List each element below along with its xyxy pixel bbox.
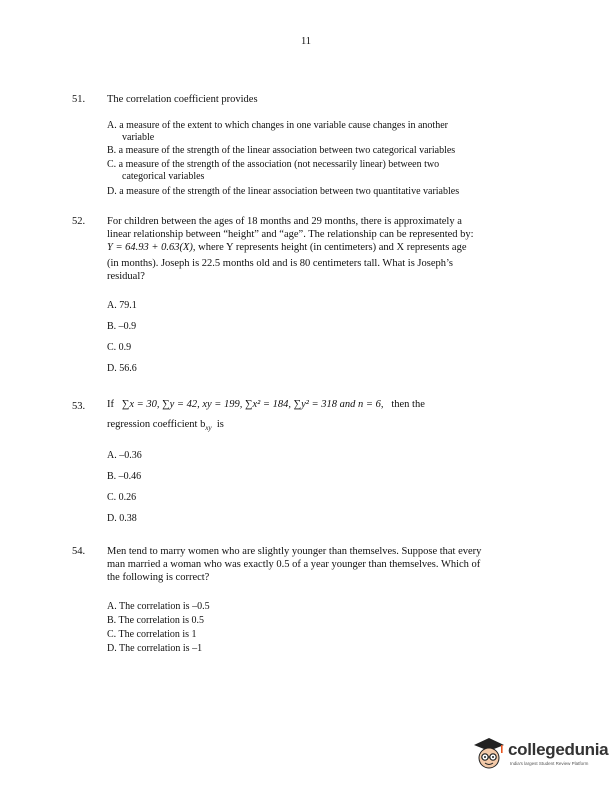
question-number: 54.: [72, 546, 86, 557]
question-stem-equation-line: [107, 242, 541, 254]
graduate-mascot-icon: [472, 736, 506, 770]
option-c: C. 0.26: [107, 492, 137, 503]
option-d: D. 56.6: [107, 363, 137, 374]
question-stem-then: then the: [391, 399, 425, 410]
question-stem-line: the following is correct?: [107, 572, 210, 583]
summation-statistics: ∑x = 30, ∑y = 42, xy = 199, ∑x² = 184, ∑y² = 318 and n = 6,: [121, 399, 384, 410]
option-a-continued: variable: [122, 132, 155, 143]
question-stem-line: For children between the ages of 18 months and 29 months, there is approximately a: [107, 216, 462, 227]
question-stem-line2: [107, 419, 541, 434]
regression-equation: Y = 64.93 + 0.63(X): [107, 242, 193, 253]
option-b: B. –0.46: [107, 471, 142, 482]
question-stem: The correlation coefficient provides: [107, 94, 258, 105]
regression-coefficient-subscript: xy: [205, 424, 212, 433]
option-d: D. The correlation is –1: [107, 643, 203, 654]
option-a: A. The correlation is –0.5: [107, 601, 210, 612]
logo-wordmark: collegedunia: [508, 740, 609, 759]
option-b: B. The correlation is 0.5: [107, 615, 205, 626]
question-stem-math-line: [107, 399, 541, 411]
option-c: C. The correlation is 1: [107, 629, 197, 640]
question-stem-line: (in months). Joseph is 22.5 months old and is 80 centimeters tall. What is Joseph’s: [107, 258, 453, 269]
option-c: C. a measure of the strength of the association (not necessarily linear) between two: [107, 159, 440, 170]
option-d: D. 0.38: [107, 513, 137, 524]
logo-tagline: India's largest Student Review Platform: [510, 761, 589, 766]
option-a: A. 79.1: [107, 300, 137, 311]
question-stem-if: If: [107, 399, 114, 410]
option-a: A. a measure of the extent to which changes in one variable cause changes in another: [107, 120, 448, 131]
page-number: 11: [300, 36, 312, 47]
option-c-continued: categorical variables: [122, 171, 205, 182]
question-stem-line: man married a woman who was exactly 0.5 of a year younger than themselves. Which of: [107, 559, 481, 570]
option-b: B. –0.9: [107, 321, 137, 332]
question-stem-line: linear relationship between “height” and “age”. The relationship can be represented by:: [107, 229, 474, 240]
option-a: A. –0.36: [107, 450, 142, 461]
option-b: B. a measure of the strength of the linear association between two categorical variables: [107, 145, 456, 156]
question-stem-line: , where Y represents height (in centimeters) and X represents age: [192, 242, 467, 253]
question-stem-line: Men tend to marry women who are slightly younger than themselves. Suppose that every: [107, 546, 482, 557]
question-number: 53.: [72, 401, 86, 412]
collegedunia-logo: [472, 736, 506, 770]
option-d: D. a measure of the strength of the linear association between two quantitative variables: [107, 186, 460, 197]
regression-coefficient-label: regression coefficient b: [107, 419, 206, 430]
question-stem-is: is: [216, 419, 224, 430]
option-c: C. 0.9: [107, 342, 132, 353]
question-stem-line: residual?: [107, 271, 145, 282]
question-number: 52.: [72, 216, 86, 227]
question-number: 51.: [72, 94, 86, 105]
